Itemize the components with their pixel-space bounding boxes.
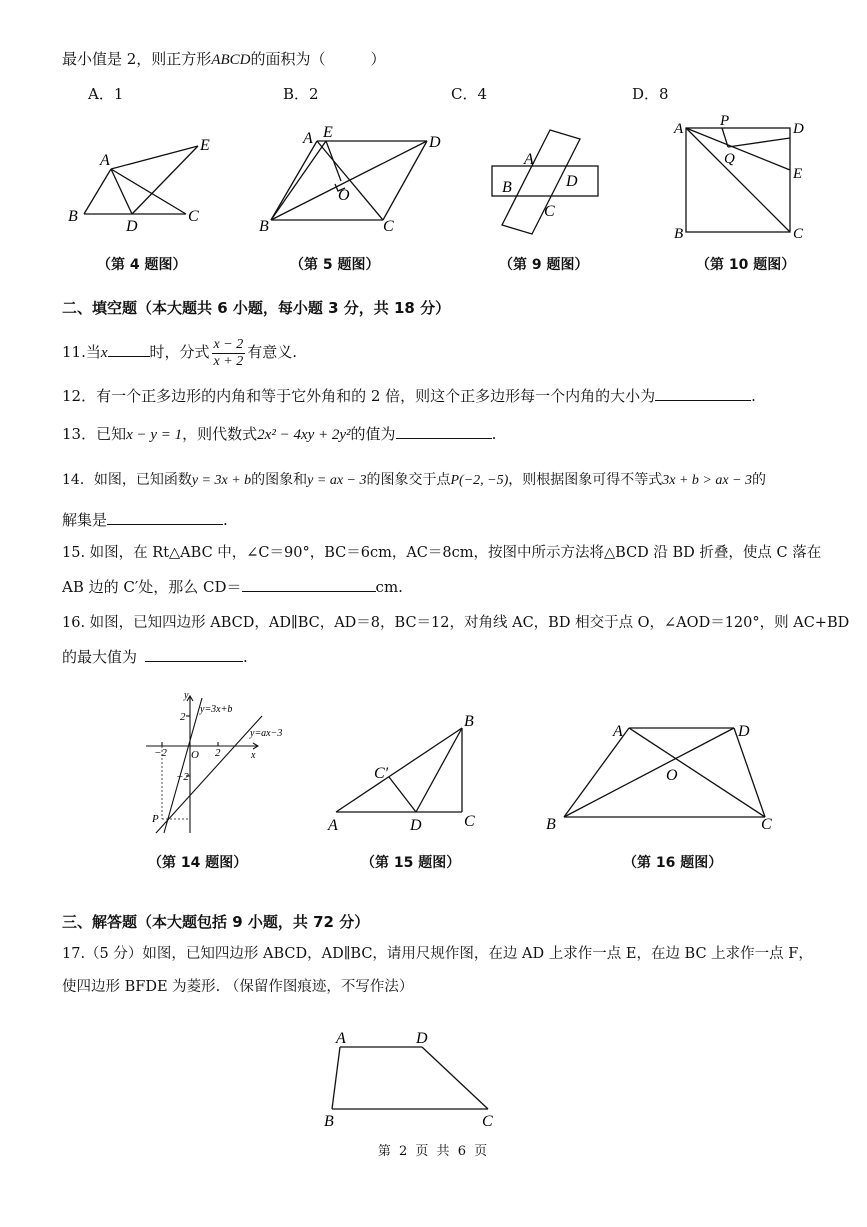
fig9-label-c: C bbox=[544, 203, 555, 220]
fig14-tick-yneg2: −2 bbox=[176, 771, 189, 783]
q12-end: . bbox=[751, 387, 756, 405]
fig15-caption: （第 15 题图） bbox=[361, 855, 461, 871]
q14-tail: 的 bbox=[752, 472, 767, 488]
fig17-label-b: B bbox=[324, 1113, 334, 1130]
fig4-label-e: E bbox=[200, 137, 210, 154]
fig9-label-b: B bbox=[502, 179, 512, 196]
question-14-line2 bbox=[62, 510, 228, 530]
figure-14 bbox=[140, 688, 300, 838]
q11-post: 有意义. bbox=[247, 343, 297, 361]
fig5-label-a: A bbox=[303, 130, 313, 147]
figure-9 bbox=[480, 122, 610, 237]
fig15-label-b: B bbox=[464, 713, 474, 730]
choice-c: C．4 bbox=[451, 85, 488, 103]
fig10-label-d: D bbox=[793, 121, 804, 137]
fig14-line1-label: y=3x+b bbox=[200, 704, 233, 715]
q14-mid2: 的图象交于点 bbox=[366, 472, 451, 488]
fig5-label-c: C bbox=[383, 218, 394, 235]
fig15-label-d: D bbox=[410, 817, 422, 834]
question-14 bbox=[62, 470, 766, 491]
q14-inequality: 3x + b > ax − 3 bbox=[662, 473, 753, 488]
fig4-label-c: C bbox=[188, 208, 199, 225]
figure-5 bbox=[255, 125, 455, 235]
q14-mid1: 的图象和 bbox=[251, 472, 308, 488]
fig10-label-q: Q bbox=[724, 151, 735, 167]
q11-fraction bbox=[212, 337, 246, 370]
fig5-label-e: E bbox=[323, 124, 333, 141]
question-16-line2 bbox=[62, 647, 248, 667]
choice-a: A．1 bbox=[88, 85, 124, 103]
q13-blank bbox=[396, 424, 492, 439]
q15-blank bbox=[242, 577, 376, 592]
fig10-label-p: P bbox=[720, 113, 730, 129]
q11-pre: 11.当 bbox=[62, 343, 101, 361]
fig16-caption: （第 16 题图） bbox=[623, 855, 723, 871]
q11-denominator: x + 2 bbox=[213, 353, 244, 369]
q16-end: . bbox=[243, 648, 248, 666]
q14-mid3: ，则根据图象可得不等式 bbox=[508, 472, 663, 488]
q13-post: 的值为 bbox=[350, 425, 396, 443]
q14-blank bbox=[107, 510, 223, 525]
choice-d: D．8 bbox=[632, 85, 669, 103]
q10-tail bbox=[62, 49, 386, 70]
fig14-tick-x2: 2 bbox=[215, 747, 221, 759]
figure-15 bbox=[320, 710, 490, 835]
q14-function1: y = 3x + b bbox=[191, 473, 252, 488]
fig15-label-c: C bbox=[464, 813, 475, 830]
question-11 bbox=[62, 334, 297, 371]
fig10-label-c: C bbox=[793, 226, 804, 242]
q11-blank bbox=[108, 342, 150, 357]
figure-16 bbox=[540, 712, 790, 837]
fig10-caption: （第 10 题图） bbox=[696, 257, 796, 273]
fig14-tick-y2: 2 bbox=[180, 711, 186, 723]
q13-pre: 13．已知 bbox=[62, 425, 127, 443]
fig5-label-d: D bbox=[429, 134, 441, 151]
q14-function2: y = ax − 3 bbox=[307, 473, 367, 488]
q10-rest: 的面积为（ ） bbox=[250, 50, 386, 68]
q10-abcd: ABCD bbox=[211, 52, 251, 68]
section3-heading: 三、解答题（本大题包括 9 小题，共 72 分） bbox=[62, 913, 370, 931]
fig14-axis-x: x bbox=[251, 750, 256, 761]
fig17-label-a: A bbox=[336, 1030, 346, 1047]
q11-x: x bbox=[100, 345, 108, 361]
fig5-label-o: O bbox=[338, 187, 350, 204]
q14-point: P(−2, −5) bbox=[450, 473, 509, 488]
fig10-label-e: E bbox=[793, 166, 803, 182]
fig5-label-b: B bbox=[259, 218, 269, 235]
fig10-label-b: B bbox=[674, 226, 684, 242]
fig4-label-a: A bbox=[100, 152, 110, 169]
q11-numerator: x − 2 bbox=[213, 336, 244, 352]
fig10-label-a: A bbox=[674, 121, 684, 137]
fig14-line2-label: y=ax−3 bbox=[250, 728, 283, 739]
q13-mid: ，则代数式 bbox=[182, 425, 258, 443]
q13-expression: 2x² − 4xy + 2y² bbox=[257, 427, 351, 443]
q16-blank bbox=[145, 647, 243, 662]
q14-end: . bbox=[223, 511, 228, 529]
q15-line2-pre: AB 边的 C′处，那么 CD＝ bbox=[62, 578, 242, 596]
fig4-label-b: B bbox=[68, 208, 78, 225]
figure-17 bbox=[318, 1025, 508, 1130]
q14-line2: 解集是 bbox=[62, 511, 108, 529]
question-16-line1: 16. 如图，已知四边形 ABCD，AD∥BC，AD＝8，BC＝12，对角线 AC，BD 相交于点 O，∠AOD＝120°，则 AC+BD bbox=[62, 615, 850, 631]
fig14-caption: （第 14 题图） bbox=[148, 855, 248, 871]
fig16-label-o: O bbox=[666, 767, 678, 784]
fig9-label-d: D bbox=[566, 173, 578, 190]
fig4-caption: （第 4 题图） bbox=[97, 257, 187, 273]
fig16-label-a: A bbox=[613, 723, 623, 740]
choice-b: B．2 bbox=[283, 85, 319, 103]
fig17-label-d: D bbox=[416, 1030, 428, 1047]
q12-text: 12．有一个正多边形的内角和等于它外角和的 2 倍，则这个正多边形每一个内角的大小为 bbox=[62, 387, 656, 405]
question-13 bbox=[62, 424, 496, 445]
q13-end: . bbox=[491, 425, 497, 443]
fig17-label-c: C bbox=[482, 1113, 493, 1130]
fig14-tick-xneg2: −2 bbox=[154, 747, 167, 759]
fig9-label-a: A bbox=[524, 151, 534, 168]
q12-blank bbox=[655, 386, 751, 401]
q16-line2: 的最大值为 bbox=[62, 648, 138, 666]
q15-line2-post: cm. bbox=[375, 578, 403, 596]
question-17-line2: 使四边形 BFDE 为菱形. （保留作图痕迹，不写作法） bbox=[62, 979, 414, 995]
page-footer: 第 2 页 共 6 页 bbox=[377, 1144, 490, 1159]
fig16-label-c: C bbox=[761, 816, 772, 833]
fig5-caption: （第 5 题图） bbox=[290, 257, 380, 273]
fig16-label-d: D bbox=[738, 723, 750, 740]
fig14-origin: O bbox=[191, 749, 199, 761]
section2-heading: 二、填空题（本大题共 6 小题，每小题 3 分，共 18 分） bbox=[62, 299, 451, 317]
fig16-label-b: B bbox=[546, 816, 556, 833]
question-15-line2 bbox=[62, 577, 403, 597]
question-12 bbox=[62, 386, 756, 406]
figure-4 bbox=[60, 125, 230, 235]
figure-10 bbox=[670, 110, 820, 240]
question-17-line1: 17.（5 分）如图，已知四边形 ABCD，AD∥BC，请用尺规作图，在边 AD 上求作一点 E，在边 BC 上求作一点 F， bbox=[62, 946, 813, 962]
q14-pre: 14．如图，已知函数 bbox=[62, 472, 192, 488]
fig4-label-d: D bbox=[126, 218, 138, 235]
q11-mid: 时，分式 bbox=[149, 343, 210, 361]
fig15-label-a: A bbox=[328, 817, 338, 834]
fig14-axis-y: y bbox=[184, 690, 189, 701]
fig15-label-cprime: C′ bbox=[374, 765, 389, 782]
fig9-caption: （第 9 题图） bbox=[499, 257, 589, 273]
q13-condition: x − y = 1 bbox=[126, 427, 183, 443]
question-15-line1: 15. 如图，在 Rt△ABC 中，∠C＝90°，BC＝6cm，AC＝8cm，按图中所示方法将△BCD 沿 BD 折叠，使点 C 落在 bbox=[62, 545, 822, 561]
fig14-point-p: P bbox=[152, 813, 159, 825]
q10-text: 最小值是 2，则正方形 bbox=[62, 50, 212, 68]
